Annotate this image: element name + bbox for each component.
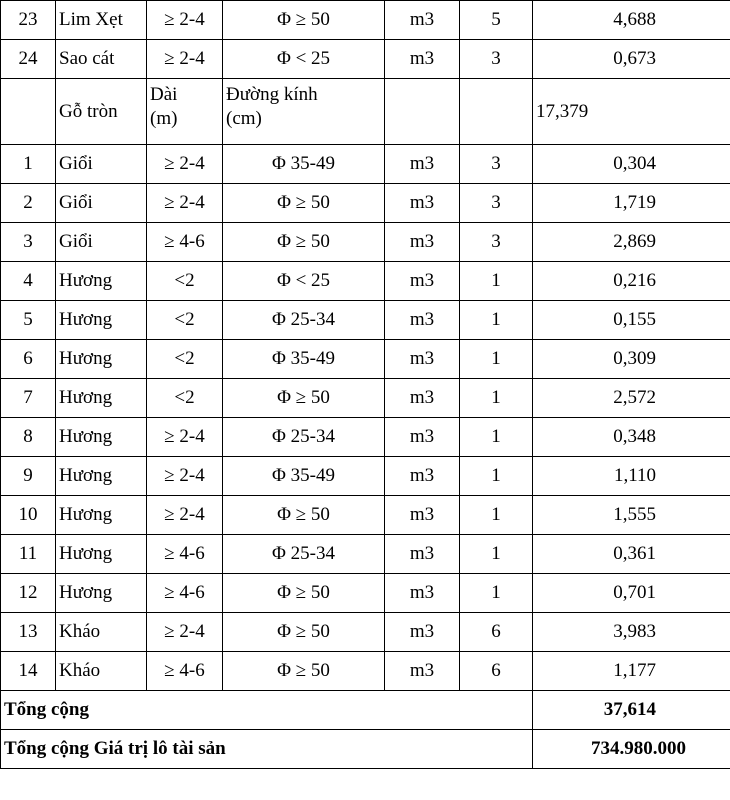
table-row: [1, 535, 730, 574]
diameter-range-cell: Φ 35-49: [223, 145, 385, 184]
unit-cell: m3: [385, 340, 460, 379]
species-name-cell: Kháo: [56, 613, 147, 652]
diameter-range-cell: Φ ≥ 50: [223, 613, 385, 652]
volume-cell: 0,348: [533, 418, 730, 457]
length-range-cell: <2: [147, 340, 223, 379]
totals-body: [1, 691, 730, 769]
volume-cell: 1,555: [533, 496, 730, 535]
species-name-cell: Giổi: [56, 145, 147, 184]
row-number-cell: 5: [1, 301, 56, 340]
diameter-range-cell: Φ 25-34: [223, 535, 385, 574]
grand-total-value: 734.980.000: [533, 730, 730, 769]
species-name-cell: Hương: [56, 574, 147, 613]
wood-group-cell: 1: [460, 457, 533, 496]
diameter-range-cell: Φ ≥ 50: [223, 496, 385, 535]
wood-group-cell: 1: [460, 340, 533, 379]
diameter-range-cell: Φ 35-49: [223, 457, 385, 496]
total-label: Tổng cộng: [1, 691, 533, 730]
volume-cell: 0,701: [533, 574, 730, 613]
volume-cell: 0,155: [533, 301, 730, 340]
species-name-cell: Sao cát: [56, 40, 147, 79]
length-range-cell: ≥ 4-6: [147, 223, 223, 262]
species-name-cell: Hương: [56, 457, 147, 496]
diameter-range-cell: Φ ≥ 50: [223, 184, 385, 223]
species-name-cell: Hương: [56, 340, 147, 379]
table-row: [1, 418, 730, 457]
species-name-cell: Hương: [56, 301, 147, 340]
diameter-range-cell: Φ < 25: [223, 40, 385, 79]
length-range-cell: ≥ 2-4: [147, 184, 223, 223]
species-name-cell: Kháo: [56, 652, 147, 691]
row-number-cell: 2: [1, 184, 56, 223]
group-header-no-cell: [1, 79, 56, 145]
unit-cell: m3: [385, 613, 460, 652]
volume-cell: 1,177: [533, 652, 730, 691]
diameter-unit: (cm): [226, 108, 262, 129]
diameter-range-cell: Φ ≥ 50: [223, 574, 385, 613]
length-range-cell: ≥ 4-6: [147, 652, 223, 691]
wood-group-cell: 6: [460, 652, 533, 691]
diameter-header: [223, 79, 385, 145]
grand-total-row: [1, 730, 730, 769]
volume-cell: 2,572: [533, 379, 730, 418]
wood-group-cell: 5: [460, 1, 533, 40]
length-range-cell: <2: [147, 379, 223, 418]
diameter-range-cell: Φ ≥ 50: [223, 379, 385, 418]
unit-cell: m3: [385, 1, 460, 40]
group-header-grade-cell: [460, 79, 533, 145]
length-range-cell: ≥ 2-4: [147, 145, 223, 184]
diameter-range-cell: Φ ≥ 50: [223, 652, 385, 691]
table-row: [1, 262, 730, 301]
length-range-cell: ≥ 4-6: [147, 535, 223, 574]
wood-group-cell: 1: [460, 301, 533, 340]
wood-group-cell: 3: [460, 145, 533, 184]
length-range-cell: <2: [147, 301, 223, 340]
length-unit: (m): [150, 108, 178, 129]
unit-cell: m3: [385, 535, 460, 574]
diameter-range-cell: Φ 25-34: [223, 418, 385, 457]
volume-cell: 2,869: [533, 223, 730, 262]
volume-cell: 4,688: [533, 1, 730, 40]
table-row: [1, 457, 730, 496]
table-row: [1, 340, 730, 379]
row-number-cell: 13: [1, 613, 56, 652]
wood-group-cell: 1: [460, 262, 533, 301]
length-range-cell: ≥ 2-4: [147, 496, 223, 535]
length-range-cell: ≥ 2-4: [147, 457, 223, 496]
species-name-cell: Hương: [56, 535, 147, 574]
table-row: [1, 496, 730, 535]
total-row: [1, 691, 730, 730]
unit-cell: m3: [385, 145, 460, 184]
wood-group-cell: 3: [460, 184, 533, 223]
row-number-cell: 10: [1, 496, 56, 535]
table-row: [1, 1, 730, 40]
diameter-range-cell: Φ 25-34: [223, 301, 385, 340]
table-row: [1, 40, 730, 79]
wood-group-cell: 3: [460, 223, 533, 262]
species-name-cell: Giổi: [56, 184, 147, 223]
row-number-cell: 1: [1, 145, 56, 184]
row-number-cell: 6: [1, 340, 56, 379]
group-header-body: [1, 79, 730, 145]
diameter-range-cell: Φ 35-49: [223, 340, 385, 379]
group-title: Gỗ tròn: [56, 79, 147, 145]
row-number-cell: 14: [1, 652, 56, 691]
row-number-cell: 3: [1, 223, 56, 262]
species-name-cell: Giổi: [56, 223, 147, 262]
diameter-range-cell: Φ < 25: [223, 262, 385, 301]
row-number-cell: 8: [1, 418, 56, 457]
group-subtotal: 17,379: [533, 79, 730, 145]
unit-cell: m3: [385, 496, 460, 535]
unit-cell: m3: [385, 418, 460, 457]
table-row: [1, 379, 730, 418]
wood-group-cell: 1: [460, 496, 533, 535]
unit-cell: m3: [385, 223, 460, 262]
unit-cell: m3: [385, 652, 460, 691]
length-range-cell: ≥ 2-4: [147, 418, 223, 457]
wood-group-cell: 1: [460, 379, 533, 418]
wood-group-cell: 1: [460, 535, 533, 574]
length-header: [147, 79, 223, 145]
round-timber-rows-body: [1, 145, 730, 691]
length-range-cell: ≥ 2-4: [147, 613, 223, 652]
table-row: [1, 301, 730, 340]
table-row: [1, 145, 730, 184]
row-number-cell: 7: [1, 379, 56, 418]
unit-cell: m3: [385, 184, 460, 223]
volume-cell: 0,673: [533, 40, 730, 79]
diameter-label: Đường kính: [226, 84, 318, 105]
species-name-cell: Hương: [56, 496, 147, 535]
row-number-cell: 23: [1, 1, 56, 40]
wood-group-cell: 1: [460, 574, 533, 613]
group-header-unit-cell: [385, 79, 460, 145]
diameter-range-cell: Φ ≥ 50: [223, 223, 385, 262]
length-range-cell: ≥ 2-4: [147, 1, 223, 40]
volume-cell: 1,110: [533, 457, 730, 496]
unit-cell: m3: [385, 301, 460, 340]
top-rows-body: [1, 1, 730, 79]
length-label: Dài: [150, 84, 178, 105]
group-header-row: [1, 79, 730, 145]
unit-cell: m3: [385, 40, 460, 79]
volume-cell: 0,216: [533, 262, 730, 301]
species-name-cell: Hương: [56, 262, 147, 301]
wood-group-cell: 6: [460, 613, 533, 652]
row-number-cell: 24: [1, 40, 56, 79]
length-range-cell: ≥ 2-4: [147, 40, 223, 79]
species-name-cell: Lim Xẹt: [56, 1, 147, 40]
species-name-cell: Hương: [56, 418, 147, 457]
row-number-cell: 11: [1, 535, 56, 574]
volume-cell: 0,304: [533, 145, 730, 184]
wood-group-cell: 1: [460, 418, 533, 457]
volume-cell: 1,719: [533, 184, 730, 223]
unit-cell: m3: [385, 262, 460, 301]
table-row: [1, 652, 730, 691]
table-row: [1, 223, 730, 262]
table-row: [1, 184, 730, 223]
wood-group-cell: 3: [460, 40, 533, 79]
unit-cell: m3: [385, 574, 460, 613]
table-row: [1, 613, 730, 652]
volume-cell: 0,361: [533, 535, 730, 574]
unit-cell: m3: [385, 457, 460, 496]
row-number-cell: 4: [1, 262, 56, 301]
length-range-cell: ≥ 4-6: [147, 574, 223, 613]
volume-cell: 3,983: [533, 613, 730, 652]
grand-total-label: Tổng cộng Giá trị lô tài sản: [1, 730, 533, 769]
row-number-cell: 12: [1, 574, 56, 613]
table-row: [1, 574, 730, 613]
species-name-cell: Hương: [56, 379, 147, 418]
unit-cell: m3: [385, 379, 460, 418]
total-value: 37,614: [533, 691, 730, 730]
volume-cell: 0,309: [533, 340, 730, 379]
diameter-range-cell: Φ ≥ 50: [223, 1, 385, 40]
row-number-cell: 9: [1, 457, 56, 496]
length-range-cell: <2: [147, 262, 223, 301]
